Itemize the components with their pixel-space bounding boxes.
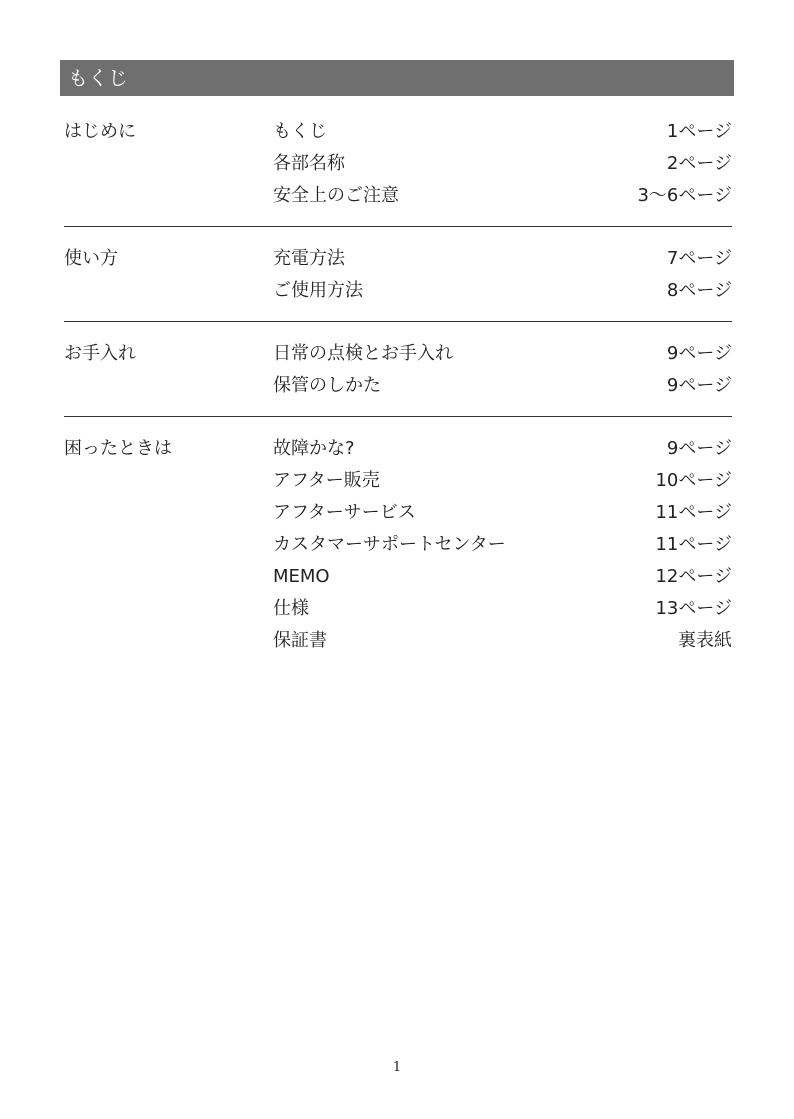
entry-title: 日常の点検とお手入れ: [273, 343, 453, 364]
entry-page: 12ページ: [655, 566, 732, 587]
toc-entry[interactable]: [273, 148, 732, 180]
entry-page: 7ページ: [666, 248, 732, 269]
toc-entry[interactable]: [273, 497, 732, 529]
section-entries: [273, 433, 732, 657]
section-entries: [273, 243, 732, 307]
entry-page: 9ページ: [666, 375, 732, 396]
entry-title: 仕様: [273, 598, 309, 619]
page-title: もくじ: [60, 60, 734, 96]
entry-page: 2ページ: [666, 153, 732, 174]
toc-entry[interactable]: [273, 433, 732, 465]
toc-entry[interactable]: [273, 243, 732, 275]
entry-title: アフター販売: [273, 470, 380, 491]
toc-entry[interactable]: [273, 625, 732, 657]
section-label: お手入れ: [64, 343, 136, 364]
toc-section: [64, 338, 732, 417]
entry-title: 安全上のご注意: [273, 185, 399, 206]
entry-page: 3～6ページ: [637, 185, 732, 206]
entry-title: 保管のしかた: [273, 375, 381, 396]
toc-entry[interactable]: [273, 275, 732, 307]
section-label: はじめに: [64, 121, 136, 142]
toc-entry[interactable]: [273, 593, 732, 625]
toc-section: [64, 243, 732, 322]
entry-page: 裏表紙: [678, 630, 732, 651]
toc-section: [64, 116, 732, 227]
toc-section: [64, 433, 732, 671]
entry-title: 各部名称: [273, 153, 345, 174]
toc-entry[interactable]: [273, 180, 732, 212]
entry-title: もくじ: [273, 121, 327, 142]
entry-page: 1ページ: [666, 121, 732, 142]
entry-page: 9ページ: [666, 343, 732, 364]
toc-entry[interactable]: [273, 338, 732, 370]
table-of-contents: [64, 116, 732, 687]
toc-entry[interactable]: [273, 561, 732, 593]
section-entries: [273, 116, 732, 212]
toc-entry[interactable]: [273, 116, 732, 148]
entry-title: MEMO: [273, 566, 330, 587]
entry-page: 10ページ: [655, 470, 732, 491]
section-label: 困ったときは: [64, 438, 172, 459]
entry-title: 保証書: [273, 630, 327, 651]
page-number: 1: [392, 1060, 402, 1075]
entry-title: 故障かな?: [273, 438, 355, 459]
entry-title: 充電方法: [273, 248, 345, 269]
entry-page: 8ページ: [666, 280, 732, 301]
toc-entry[interactable]: [273, 465, 732, 497]
section-entries: [273, 338, 732, 402]
entry-title: ご使用方法: [273, 280, 363, 301]
entry-page: 11ページ: [655, 534, 732, 555]
toc-entry[interactable]: [273, 529, 732, 561]
entry-page: 11ページ: [655, 502, 732, 523]
section-label: 使い方: [64, 248, 118, 269]
entry-page: 9ページ: [666, 438, 732, 459]
entry-page: 13ページ: [655, 598, 732, 619]
entry-title: カスタマーサポートセンター: [273, 534, 506, 555]
entry-title: アフターサービス: [273, 502, 416, 523]
toc-entry[interactable]: [273, 370, 732, 402]
